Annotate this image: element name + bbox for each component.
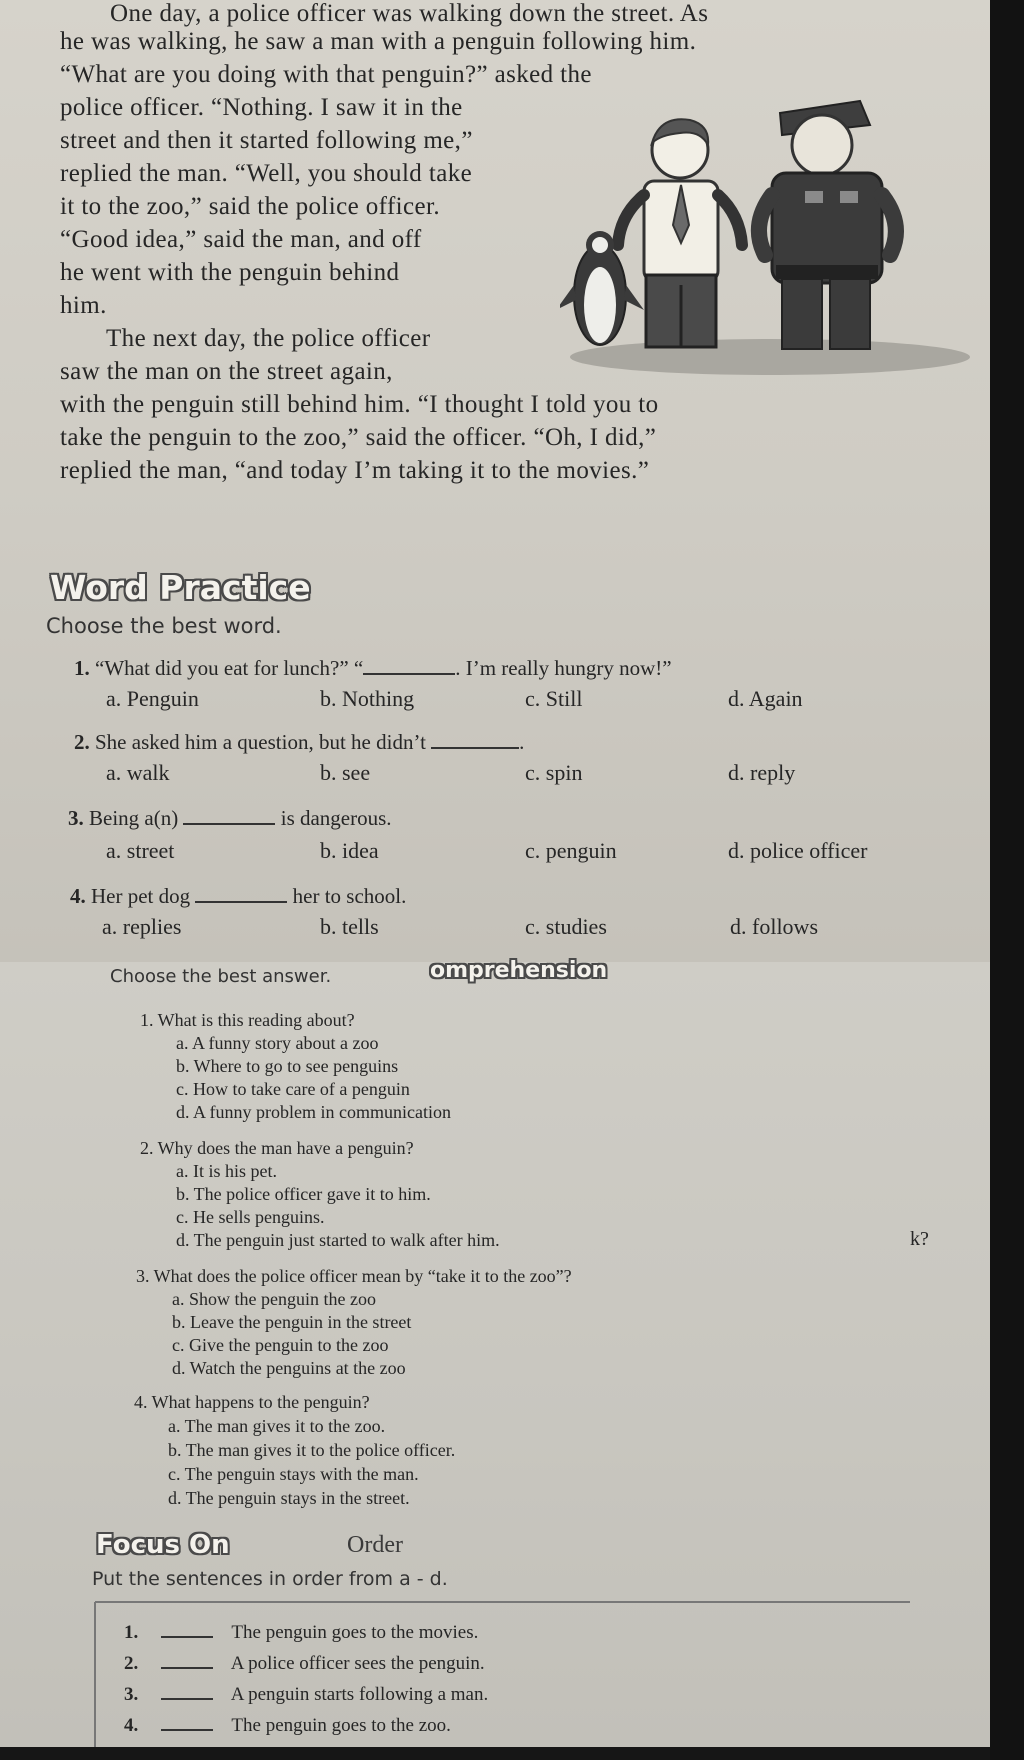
item-number: 4. (124, 1715, 139, 1736)
option-a[interactable]: a. Show the penguin the zoo (172, 1289, 376, 1309)
focus-on-heading: Focus On (96, 1530, 230, 1560)
word-practice-instruction: Choose the best word. (46, 614, 282, 638)
option-b[interactable]: b. Leave the penguin in the street (172, 1312, 412, 1332)
question-text-before: Her pet dog (91, 884, 191, 908)
option-d[interactable]: d. Watch the penguins at the zoo (172, 1358, 406, 1378)
question-text: 2. Why does the man have a penguin? (140, 1138, 414, 1158)
option-b[interactable]: b. Where to go to see penguins (176, 1056, 399, 1076)
story-line: saw the man on the street again, (60, 358, 393, 385)
story-line: he went with the penguin behind (60, 259, 400, 286)
option-b[interactable]: b. Nothing (320, 686, 415, 711)
option-a[interactable]: a. replies (102, 914, 182, 939)
question-text: 4. What happens to the penguin? (134, 1392, 370, 1412)
story-line: he was walking, he saw a man with a penguin following him. (60, 28, 697, 55)
option-c[interactable]: c. Still (525, 686, 583, 711)
option-c[interactable]: c. He sells penguins. (176, 1207, 325, 1227)
option-a[interactable]: a. street (106, 838, 175, 863)
order-item-2 (124, 1653, 485, 1675)
story-line: “Good idea,” said the man, and off (60, 226, 422, 253)
story-line: with the penguin still behind him. “I thought I told you to (60, 391, 659, 418)
question-number: 3. (68, 806, 84, 830)
question-number: 4. (70, 884, 86, 908)
answer-blank[interactable] (161, 1697, 213, 1700)
option-b[interactable]: b. The police officer gave it to him. (176, 1184, 431, 1204)
option-c[interactable]: c. studies (525, 914, 607, 939)
option-c[interactable]: c. spin (525, 760, 583, 785)
answer-blank[interactable] (161, 1728, 213, 1731)
option-b[interactable]: b. The man gives it to the police officer. (168, 1440, 456, 1460)
option-a[interactable]: a. Penguin (106, 686, 199, 711)
option-d[interactable]: d. The penguin just started to walk after him. (176, 1230, 500, 1250)
order-item-3 (124, 1684, 488, 1706)
answer-blank[interactable] (161, 1666, 213, 1669)
man-figure (618, 119, 742, 347)
item-text: The penguin goes to the zoo. (231, 1715, 451, 1736)
dark-background-edge (990, 0, 1024, 1760)
story-line: One day, a police officer was walking down the street. As (110, 0, 709, 27)
section-divider (95, 1601, 910, 1603)
comprehension-instruction: Choose the best answer. (110, 966, 332, 987)
margin-note: k? (910, 1228, 929, 1250)
option-b[interactable]: b. tells (320, 914, 379, 939)
story-line: him. (60, 292, 107, 319)
answer-blank[interactable] (161, 1635, 213, 1638)
question-text-after: is dangerous. (280, 806, 392, 830)
question-text-before: “What did you eat for lunch?” “ (95, 656, 364, 680)
question-text-before: She asked him a question, but he didn’t (95, 730, 426, 754)
order-item-1 (124, 1622, 478, 1644)
question-number: 2. (74, 730, 90, 754)
option-b[interactable]: b. see (320, 760, 371, 785)
question-text-after: her to school. (292, 884, 407, 908)
story-line: “What are you doing with that penguin?” asked the (60, 61, 592, 88)
option-c[interactable]: c. How to take care of a penguin (176, 1079, 410, 1099)
item-number: 2. (124, 1653, 139, 1674)
answer-blank[interactable] (195, 900, 287, 903)
story-line: it to the zoo,” said the police officer. (60, 193, 441, 220)
question-text-after: . I’m really hungry now!” (455, 656, 672, 680)
option-d[interactable]: d. police officer (728, 838, 868, 863)
question-number: 1. (74, 656, 90, 680)
penguin-figure (560, 231, 644, 345)
question-text: 3. What does the police officer mean by “take it to the zoo”? (136, 1266, 572, 1286)
option-d[interactable]: d. reply (728, 760, 796, 785)
story-line: The next day, the police officer (106, 325, 431, 352)
question-text-after: . (519, 730, 525, 754)
answer-blank[interactable] (183, 822, 275, 825)
item-text: The penguin goes to the movies. (231, 1622, 479, 1643)
answer-blank[interactable] (363, 672, 455, 675)
question-text-before: Being a(n) (89, 806, 179, 830)
story-line: replied the man, “and today I’m taking it to the movies.” (60, 457, 650, 484)
option-c[interactable]: c. The penguin stays with the man. (168, 1464, 419, 1484)
ground-shadow (570, 339, 970, 375)
story-line: take the penguin to the zoo,” said the officer. “Oh, I did,” (60, 424, 657, 451)
option-a[interactable]: a. A funny story about a zoo (176, 1033, 379, 1053)
order-instruction: Put the sentences in order from a - d. (92, 1568, 448, 1590)
option-a[interactable]: a. It is his pet. (176, 1161, 277, 1181)
story-line: replied the man. “Well, you should take (60, 160, 473, 187)
order-heading: Order (347, 1532, 403, 1558)
box-left-border (94, 1602, 96, 1747)
story-line: police officer. “Nothing. I saw it in the (60, 94, 463, 121)
police-officer-figure (759, 101, 896, 349)
option-d[interactable]: d. follows (730, 914, 818, 939)
option-c[interactable]: c. Give the penguin to the zoo (172, 1335, 389, 1355)
option-a[interactable]: a. walk (106, 760, 170, 785)
man-penguin-police-illustration (560, 95, 970, 385)
question-text: 1. What is this reading about? (140, 1010, 355, 1030)
order-item-4 (124, 1715, 451, 1737)
word-practice-heading: Word Practice (50, 568, 311, 607)
option-d[interactable]: d. The penguin stays in the street. (168, 1488, 410, 1508)
option-d[interactable]: d. A funny problem in communication (176, 1102, 451, 1122)
item-text: A police officer sees the penguin. (230, 1653, 485, 1674)
option-c[interactable]: c. penguin (525, 838, 617, 863)
story-line: street and then it started following me,” (60, 127, 473, 154)
comprehension-heading: omprehension (430, 958, 608, 983)
item-number: 1. (124, 1622, 139, 1643)
item-number: 3. (124, 1684, 139, 1705)
item-text: A penguin starts following a man. (230, 1684, 489, 1705)
option-a[interactable]: a. The man gives it to the zoo. (168, 1416, 386, 1436)
answer-blank[interactable] (431, 746, 519, 749)
option-d[interactable]: d. Again (728, 686, 803, 711)
option-b[interactable]: b. idea (320, 838, 379, 863)
